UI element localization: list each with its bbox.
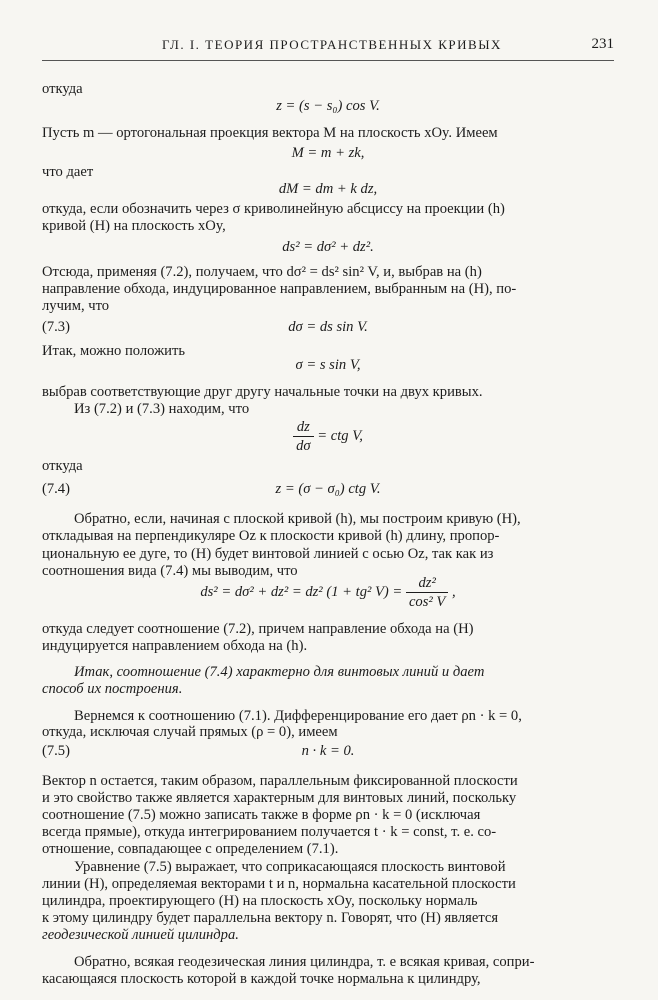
page-number: 231 [591, 36, 614, 52]
italic-statement: способ их построения. [42, 681, 183, 697]
text-line: Вернемся к соотношению (7.1). Дифференцирование его дает ρn · k = 0, [74, 708, 522, 724]
text-line: соотношение (7.5) можно записать также в форме ρn · k = 0 (исключая [42, 807, 481, 823]
text-line: кривой (H) на плоскость xOy, [42, 218, 226, 234]
text-line: соотношения вида (7.4) мы выводим, что [42, 563, 298, 579]
text-line: откуда следует соотношение (7.2), причем направление обхода на (H) [42, 621, 474, 637]
equation-number: (7.3) [42, 319, 70, 335]
text-line: Уравнение (7.5) выражает, что соприкасающаяся плоскость винтовой [74, 859, 506, 875]
text-line: направление обхода, индуцированное направлением, выбранным на (H), по- [42, 281, 517, 297]
text-line: откладывая на перпендикуляре Oz к плоскости кривой (h) длину, пропор- [42, 528, 500, 544]
text-line: Обратно, если, начиная с плоской кривой (h), мы построим кривую (H), [74, 511, 521, 527]
equation [42, 418, 614, 455]
header-rule [42, 60, 614, 61]
text-line: откуда [42, 458, 83, 474]
equation [42, 574, 614, 611]
fraction-numerator: dz [293, 418, 314, 437]
text-line: Вектор n остается, таким образом, параллельным фиксированной плоскости [42, 773, 518, 789]
equation: z = (s − s₀) cos V. [276, 98, 380, 114]
text-line: Итак, можно положить [42, 343, 186, 359]
equation: dσ = ds sin V. [288, 319, 368, 335]
fraction [406, 574, 448, 611]
text-line: Обратно, всякая геодезическая линия цилиндра, т. е всякая кривая, сопри- [74, 954, 535, 970]
equation-number: (7.4) [42, 481, 70, 497]
text-line: Отсюда, применяя (7.2), получаем, что dσ² = ds² sin² V, и, выбрав на (h) [42, 264, 482, 280]
equation-number: (7.5) [42, 743, 70, 759]
fraction-denominator: cos² V [408, 594, 446, 611]
equation: M = m + zk, [291, 145, 365, 161]
text-line: и это свойство также является характерным для винтовых линий, поскольку [42, 790, 517, 806]
text-line: циональную ее дуге, то (H) будет винтовой линией с осью Oz, так как из [42, 546, 494, 562]
fraction-denominator: dσ [296, 438, 311, 455]
text-line: что дает [42, 164, 94, 180]
equation-lhs: ds² = dσ² + dz² = dz² (1 + tg² V) = [200, 584, 403, 601]
text-line: всегда прямые), откуда интегрированием получается t · k = const, т. е. со- [42, 824, 497, 840]
text-line: откуда, исключая случай прямых (ρ = 0), имеем [42, 724, 338, 740]
text-line: цилиндра, проектирующего (H) на плоскость xOy, поскольку нормаль [42, 893, 478, 909]
equation: z = (σ − σ₀) ctg V. [275, 481, 381, 497]
text-line: откуда, если обозначить через σ криволинейную абсциссу на проекции (h) [42, 201, 505, 217]
text-line: индуцируется направлением обхода на (h). [42, 638, 308, 654]
italic-statement: геодезической линией цилиндра. [42, 927, 239, 943]
italic-statement: Итак, соотношение (7.4) характерно для винтовых линий и дает [74, 664, 485, 680]
fraction-numerator: dz² [406, 574, 448, 593]
equation: dM = dm + k dz, [278, 181, 378, 197]
equation-rhs: = ctg V, [317, 428, 363, 445]
text-line: касающаяся плоскость которой в каждой точке нормальна к цилиндру, [42, 971, 481, 987]
text-line: выбрав соответствующие друг другу начальные точки на двух кривых. [42, 384, 483, 400]
text-line: лучим, что [42, 298, 110, 314]
text-line: Пусть m — ортогональная проекция вектора M на плоскость xOy. Имеем [42, 125, 498, 141]
equation: ds² = dσ² + dz². [282, 239, 374, 255]
text-line: откуда [42, 81, 83, 97]
equation: σ = s sin V, [295, 357, 361, 373]
text-line: к этому цилиндру будет параллельна вектору n. Говорят, что (H) является [42, 910, 499, 926]
text-line: Из (7.2) и (7.3) находим, что [74, 401, 250, 417]
equation-punctuation: , [452, 584, 456, 601]
text-line: отношение, совпадающее с определением (7.1). [42, 841, 339, 857]
chapter-title: ГЛ. I. ТЕОРИЯ ПРОСТРАНСТВЕННЫХ КРИВЫХ [162, 37, 502, 52]
equation: n · k = 0. [301, 743, 355, 759]
text-line: линии (H), определяемая векторами t и n, нормальна касательной плоскости [42, 876, 516, 892]
fraction [293, 418, 314, 455]
